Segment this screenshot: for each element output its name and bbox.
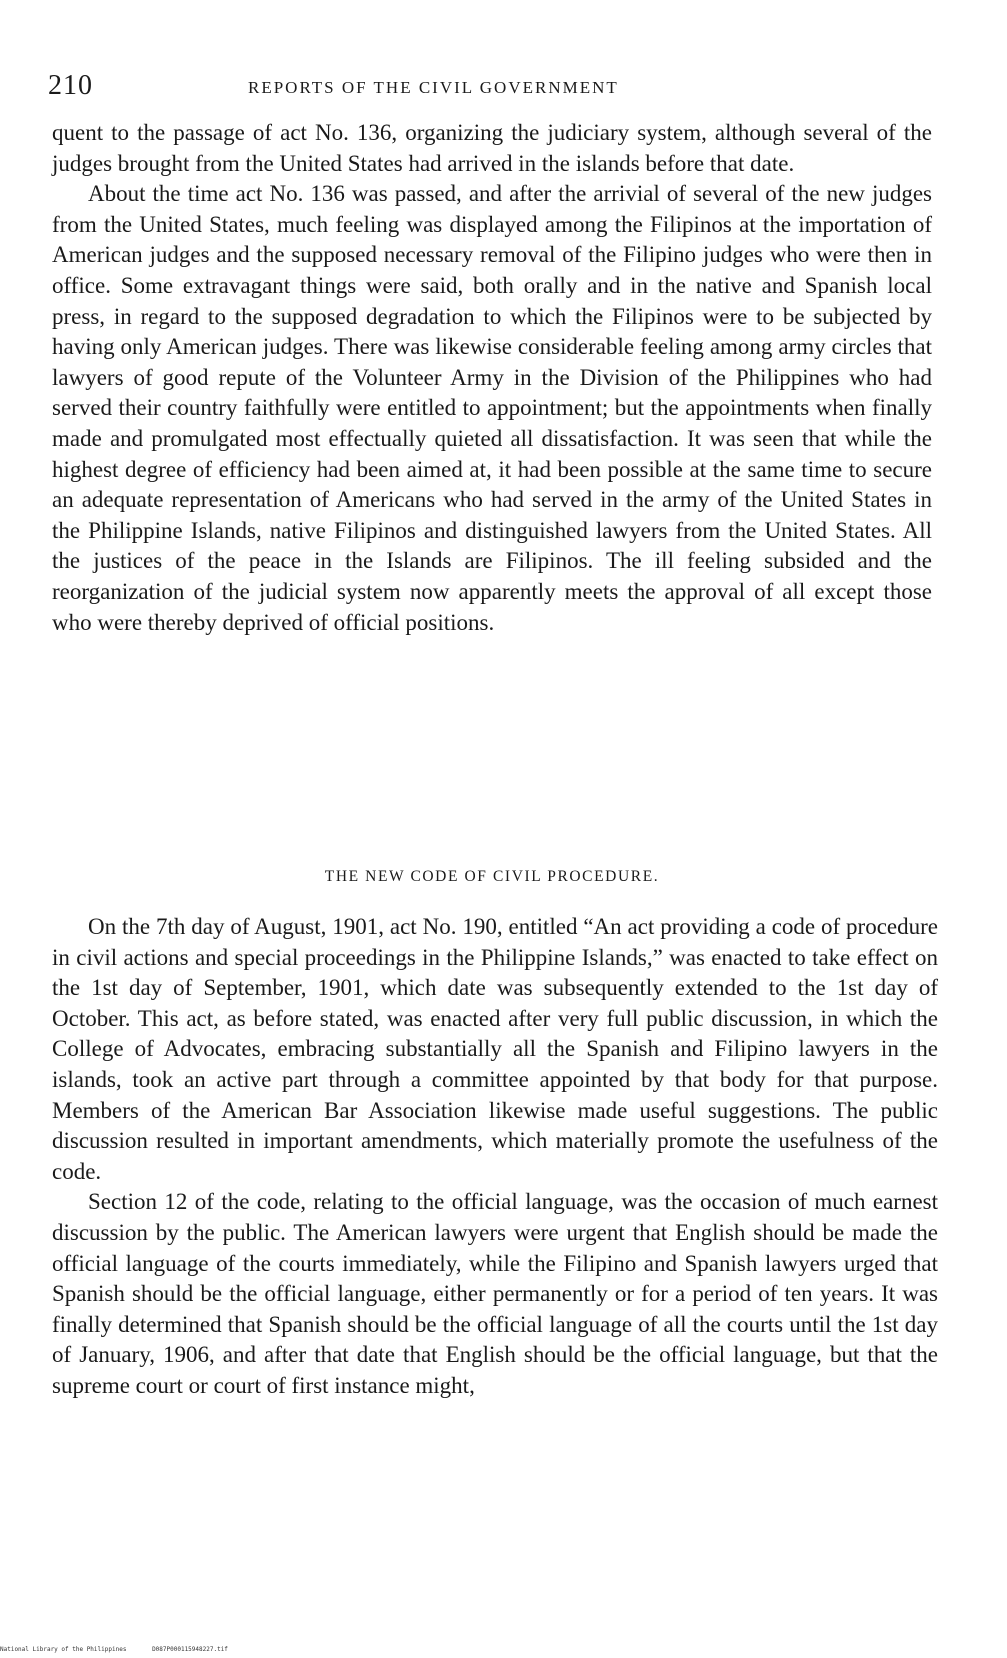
- paragraph: quent to the passage of act No. 136, organizing the judiciary system, although several of the judges brought from the United States had arrived in the islands before that date.: [52, 120, 932, 176]
- footer-file: D087P000115948227.tif: [152, 1646, 228, 1653]
- scan-footer: [0, 1646, 250, 1653]
- page-number: 210: [48, 70, 93, 101]
- page-header: [48, 70, 938, 104]
- footer-library: National Library of the Philippines: [0, 1646, 127, 1653]
- running-head: REPORTS OF THE CIVIL GOVERNMENT: [248, 78, 619, 97]
- body-text-bottom: [52, 912, 938, 1402]
- section-heading: THE NEW CODE OF CIVIL PROCEDURE.: [324, 868, 660, 885]
- body-text-top: [52, 118, 932, 638]
- paragraph: About the time act No. 136 was passed, and after the arrivial of several of the new judges from the United States, much feeling was displayed among the Filipinos at the importation of American judges and the supposed necessary removal of the Filipino judges who were then in office. Some extravagant things were said, both orally and in the native and Spanish local press, in regard to the supposed degradation to which the Filipinos were to be subjected by having only American judges. There was likewise considerable feeling among army circles that lawyers of good repute of the Volunteer Army in the Division of the Philippines who had served their country faithfully were entitled to appointment; but the appointments when finally made and promulgated most effectually quieted all dissatisfaction. It was seen that while the highest degree of efficiency had been aimed at, it had been possible at the same time to secure an adequate representation of Americans who had served in the army of the United States in the Philippine Islands, native Filipinos and distinguished lawyers from the United States. All the justices of the peace in the Islands are Filipinos. The ill feeling subsided and the reorganization of the judicial system now apparently meets the approval of all except those who were thereby deprived of official positions.: [52, 181, 932, 635]
- paragraph: Section 12 of the code, relating to the official language, was the occasion of much earnest discussion by the public. The American lawyers were urgent that English should be made the official language of the courts immediately, while the Filipino and Spanish lawyers urged that Spanish should be the official language, either permanently or for a period of ten years. It was finally determined that Spanish should be the official language of all the courts until the 1st day of January, 1906, and after that date that English should be the official language, but that the supreme court or court of first instance might,: [52, 1189, 938, 1398]
- paragraph: On the 7th day of August, 1901, act No. 190, entitled “An act providing a code of procedure in civil actions and special proceedings in the Philippine Islands,” was enacted to take effect on the 1st day of September, 1901, which date was subsequently extended to the 1st day of October. This act, as before stated, was enacted after very full public discussion, in which the College of Advocates, embracing substantially all the Spanish and Filipino lawyers in the islands, took an active part through a committee appointed by that body for that purpose. Members of the American Bar Association likewise made useful suggestions. The public discussion resulted in important amendments, which materially promote the usefulness of the code.: [52, 914, 938, 1184]
